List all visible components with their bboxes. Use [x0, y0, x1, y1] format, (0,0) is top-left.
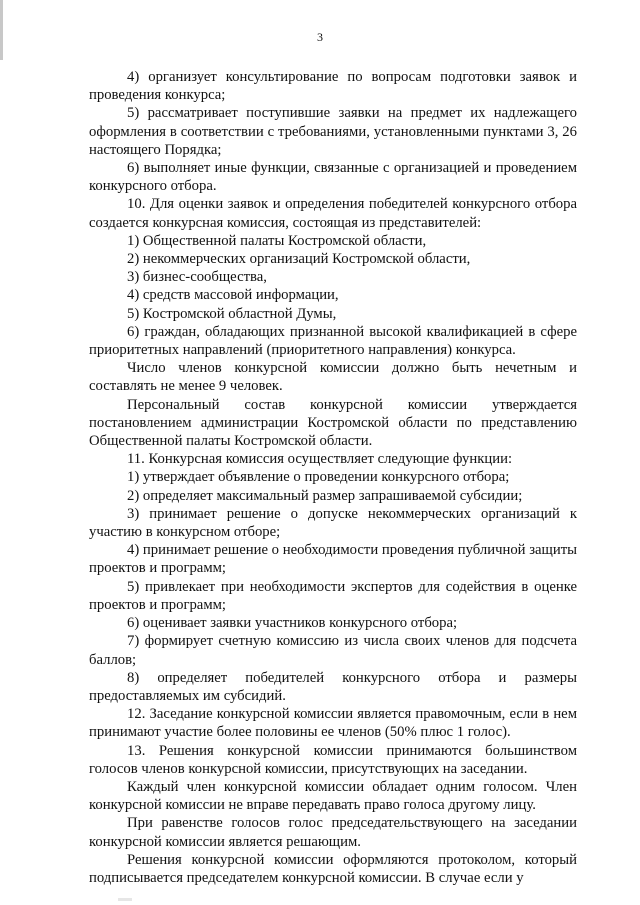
paragraph: Каждый член конкурсной комиссии обладает одним голосом. Член конкурсной комиссии не вправе передавать право голоса другому лицу.: [89, 778, 577, 814]
list-item: 1) Общественной палаты Костромской области,: [127, 232, 427, 249]
paragraph: Решения конкурсной комиссии оформляются протоколом, который подписывается председателем конкурсной комиссии. В случае если у: [89, 851, 577, 886]
paragraph: 10. Для оценки заявок и определения победителей конкурсного отбора создается конкурсная комиссия, состоящая из представителей:: [89, 196, 577, 231]
paragraph: 5) рассматривает поступившие заявки на предмет их надлежащего оформления в соответствии с требованиями, установленными пунктами 3, 26 настоящего Порядка;: [89, 105, 577, 158]
page-number: 3: [317, 30, 323, 44]
paragraph: При равенстве голосов голос председательствующего на заседании конкурсной комиссии является решающим.: [89, 815, 577, 850]
paragraph: 6) выполняет иные функции, связанные с организацией и проведением конкурсного отбора.: [89, 160, 577, 195]
list-item: 3) бизнес-сообщества,: [127, 269, 267, 286]
document-body: [89, 68, 577, 887]
list-item: 6) оценивает заявки участников конкурсного отбора;: [127, 615, 458, 632]
list-item: 5) привлекает при необходимости экспертов для содействия в оценке проектов и программ;: [89, 578, 577, 613]
list-item: 4) средств массовой информации,: [127, 287, 339, 304]
list-item: 2) некоммерческих организаций Костромской области,: [127, 251, 471, 268]
list-item: 4) принимает решение о необходимости проведения публичной защиты проектов и программ;: [89, 542, 577, 577]
list-item: 7) формирует счетную комиссию из числа своих членов для подсчета баллов;: [89, 633, 577, 668]
paragraph: Персональный состав конкурсной комиссии утверждается постановлением администрации Костромской области по представлению Общественной палаты Костромской области.: [89, 396, 577, 450]
list-item: 5) Костромской областной Думы,: [127, 305, 337, 322]
list-item: 3) принимает решение о допуске некоммерческих организаций к участию в конкурсном отборе;: [89, 505, 577, 541]
list-item: 8) определяет победителей конкурсного отбора и размеры предоставляемых им субсидий.: [89, 669, 577, 704]
paragraph: 4) организует консультирование по вопросам подготовки заявок и проведения конкурса;: [89, 69, 577, 104]
paragraph: 12. Заседание конкурсной комиссии является правомочным, если в нем принимают участие более половины ее членов (50% плюс 1 голос).: [89, 706, 577, 741]
paragraph: 13. Решения конкурсной комиссии принимаются большинством голосов членов конкурсной комиссии, присутствующих на заседании.: [89, 742, 577, 777]
list-item: 6) граждан, обладающих признанной высокой квалификацией в сфере приоритетных направлений (приоритетного направления) конкурса.: [89, 323, 577, 359]
list-item: 1) утверждает объявление о проведении конкурсного отбора;: [127, 469, 510, 486]
paragraph: Число членов конкурсной комиссии должно быть нечетным и составлять не менее 9 человек.: [89, 360, 577, 395]
list-item: 2) определяет максимальный размер запрашиваемой субсидии;: [127, 487, 523, 504]
paragraph: 11. Конкурсная комиссия осуществляет следующие функции:: [127, 451, 513, 468]
scan-mark: [118, 898, 132, 901]
